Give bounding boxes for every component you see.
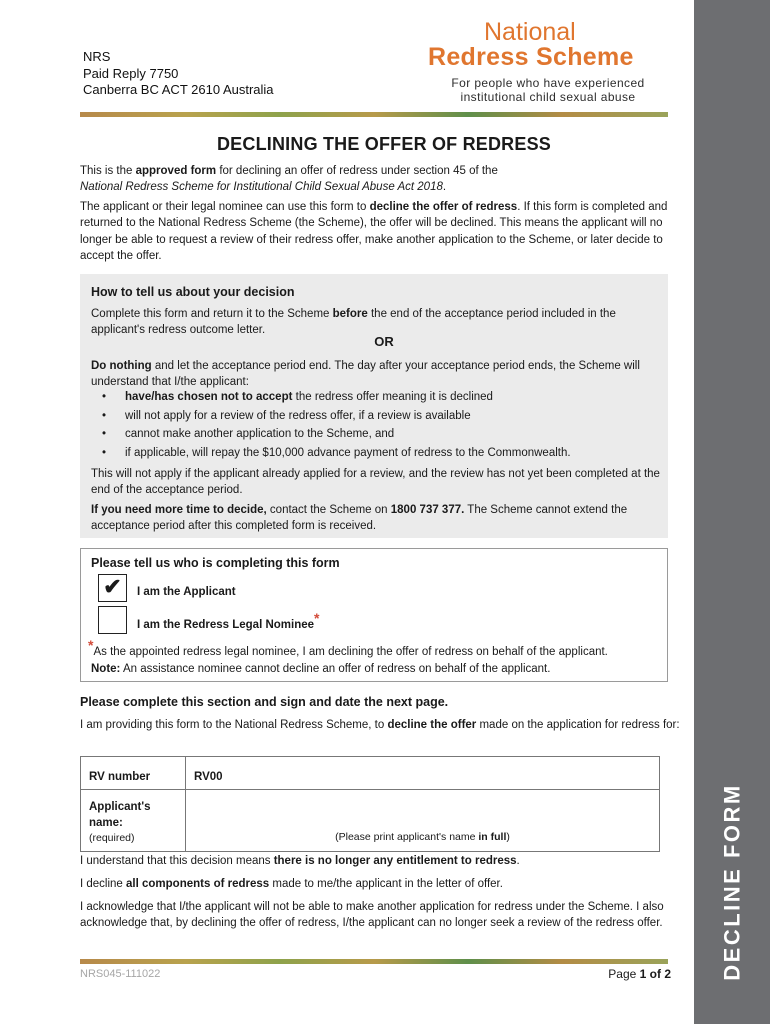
statement-2: I decline all components of redress made to me/the applicant in the letter of offer. — [80, 878, 503, 890]
applicant-name-label: Applicant's name: (required) — [81, 790, 186, 852]
intro-paragraph-1: This is the approved form for declining an offer of redress under section 45 of the National Redress Scheme for Institutional Child Sexual Abuse Act 2018. — [80, 165, 498, 194]
list-item: • have/has chosen not to accept the redress offer meaning it is declined — [102, 389, 571, 408]
list-item: • cannot make another application to the Scheme, and — [102, 426, 571, 445]
nominee-declaration: *As the appointed redress legal nominee, I am declining the offer of redress on behalf of the applicant. — [88, 637, 608, 658]
form-code: NRS045-111022 — [80, 968, 161, 980]
how-to-option-2: Do nothing and let the acceptance period end. The day after your acceptance period ends, the Scheme will understand that I/the applicant: — [91, 360, 640, 389]
or-divider: OR — [374, 334, 394, 349]
how-to-option-1: Complete this form and return it to the Scheme before the end of the acceptance period included in the applicant's redress outcome letter. — [91, 308, 616, 337]
applicant-details-table — [80, 756, 660, 852]
intro-paragraph-2: The applicant or their legal nominee can use this form to decline the offer of redress. If this form is completed and returned to the National Redress Scheme (the Scheme), the offer will be declined. This means the applicant will no longer be able to request a review of their redress offer, make another application to the Scheme, or later decide to accept the offer. — [80, 201, 668, 262]
rv-number-label: RV number — [81, 757, 186, 790]
statement-1: I understand that this decision means there is no longer any entitlement to redress. — [80, 855, 520, 867]
nrs-logo: National Redress Scheme For people who have experienced institutional child sexual abuse — [428, 18, 645, 104]
more-time-note: If you need more time to decide, contact the Scheme on 1800 737 377. The Scheme cannot extend the acceptance period after this completed form is received. — [91, 504, 628, 533]
section-heading: Please complete this section and sign and date the next page. — [80, 695, 449, 709]
applicant-checkbox[interactable] — [98, 574, 127, 602]
nominee-checkbox[interactable] — [98, 606, 127, 634]
applicant-checkbox-label: I am the Applicant — [137, 586, 236, 598]
list-item: • will not apply for a review of the redress offer, if a review is available — [102, 408, 571, 427]
page-title: DECLINING THE OFFER OF REDRESS — [216, 134, 552, 154]
consequence-list — [102, 389, 571, 463]
completer-heading: Please tell us who is completing this form — [91, 556, 340, 570]
section-intro: I am providing this form to the National Redress Scheme, to decline the offer made on the application for redress for: — [80, 719, 680, 731]
page-number: Page 1 of 2 — [608, 967, 671, 981]
side-banner-label: DECLINE FORM — [719, 783, 745, 981]
nominee-checkbox-label: I am the Redress Legal Nominee* — [137, 610, 320, 631]
assistance-nominee-note: Note: An assistance nominee cannot decline an offer of redress on behalf of the applicant. — [91, 663, 551, 675]
applicant-name-field[interactable]: (Please print applicant's name in full) — [186, 790, 660, 852]
footer-stripe — [80, 959, 668, 964]
check-mark-icon: ✔ — [103, 574, 122, 599]
asterisk-icon: * — [314, 610, 320, 626]
how-to-heading: How to tell us about your decision — [91, 285, 295, 299]
header-stripe — [80, 112, 668, 117]
return-address: NRS Paid Reply 7750 Canberra BC ACT 2610 Australia — [83, 49, 274, 97]
list-item: • if applicable, will repay the $10,000 advance payment of redress to the Commonwealth. — [102, 445, 571, 464]
rv-number-field[interactable]: RV00 — [186, 757, 660, 790]
statement-3: I acknowledge that I/the applicant will not be able to make another application for redress under the Scheme. I also acknowledge that, by declining the offer of redress, I/the applicant can no longer seek a review of the redress offer. — [80, 901, 664, 930]
review-note: This will not apply if the applicant already applied for a review, and the review has not yet been completed at the end of the acceptance period. — [91, 468, 660, 497]
